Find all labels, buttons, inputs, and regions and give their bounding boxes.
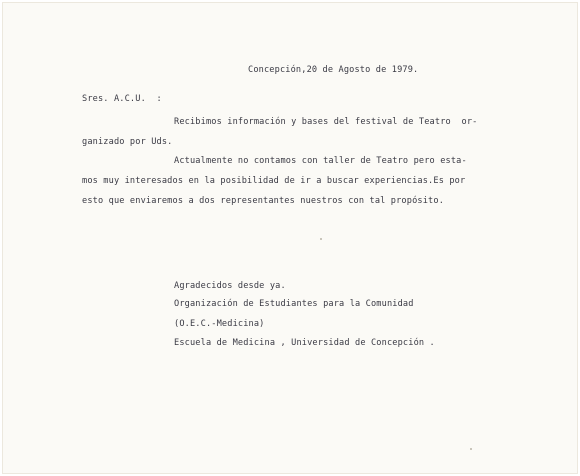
body-line: ganizado por Uds. <box>82 137 173 147</box>
body-line: Actualmente no contamos con taller de Teatro pero esta- <box>174 156 467 166</box>
paper-speck <box>320 238 322 240</box>
letter-salutation: Sres. A.C.U. : <box>82 94 162 104</box>
body-line: mos muy interesados en la posibilidad de ir a buscar experiencias.Es por <box>82 176 466 186</box>
body-line: esto que enviaremos a dos representantes nuestros con tal propósito. <box>82 196 445 206</box>
paper-speck <box>470 448 472 450</box>
body-line: Recibimos información y bases del festival de Teatro or- <box>174 117 478 127</box>
signatory-organization: Organización de Estudiantes para la Comunidad <box>174 299 414 309</box>
signatory-institution: Escuela de Medicina , Universidad de Concepción . <box>174 338 435 348</box>
closing-line: Agradecidos desde ya. <box>174 281 286 291</box>
letter-date: Concepción,20 de Agosto de 1979. <box>248 65 419 75</box>
letter-page <box>2 2 578 474</box>
signatory-abbreviation: (O.E.C.-Medicina) <box>174 319 265 329</box>
